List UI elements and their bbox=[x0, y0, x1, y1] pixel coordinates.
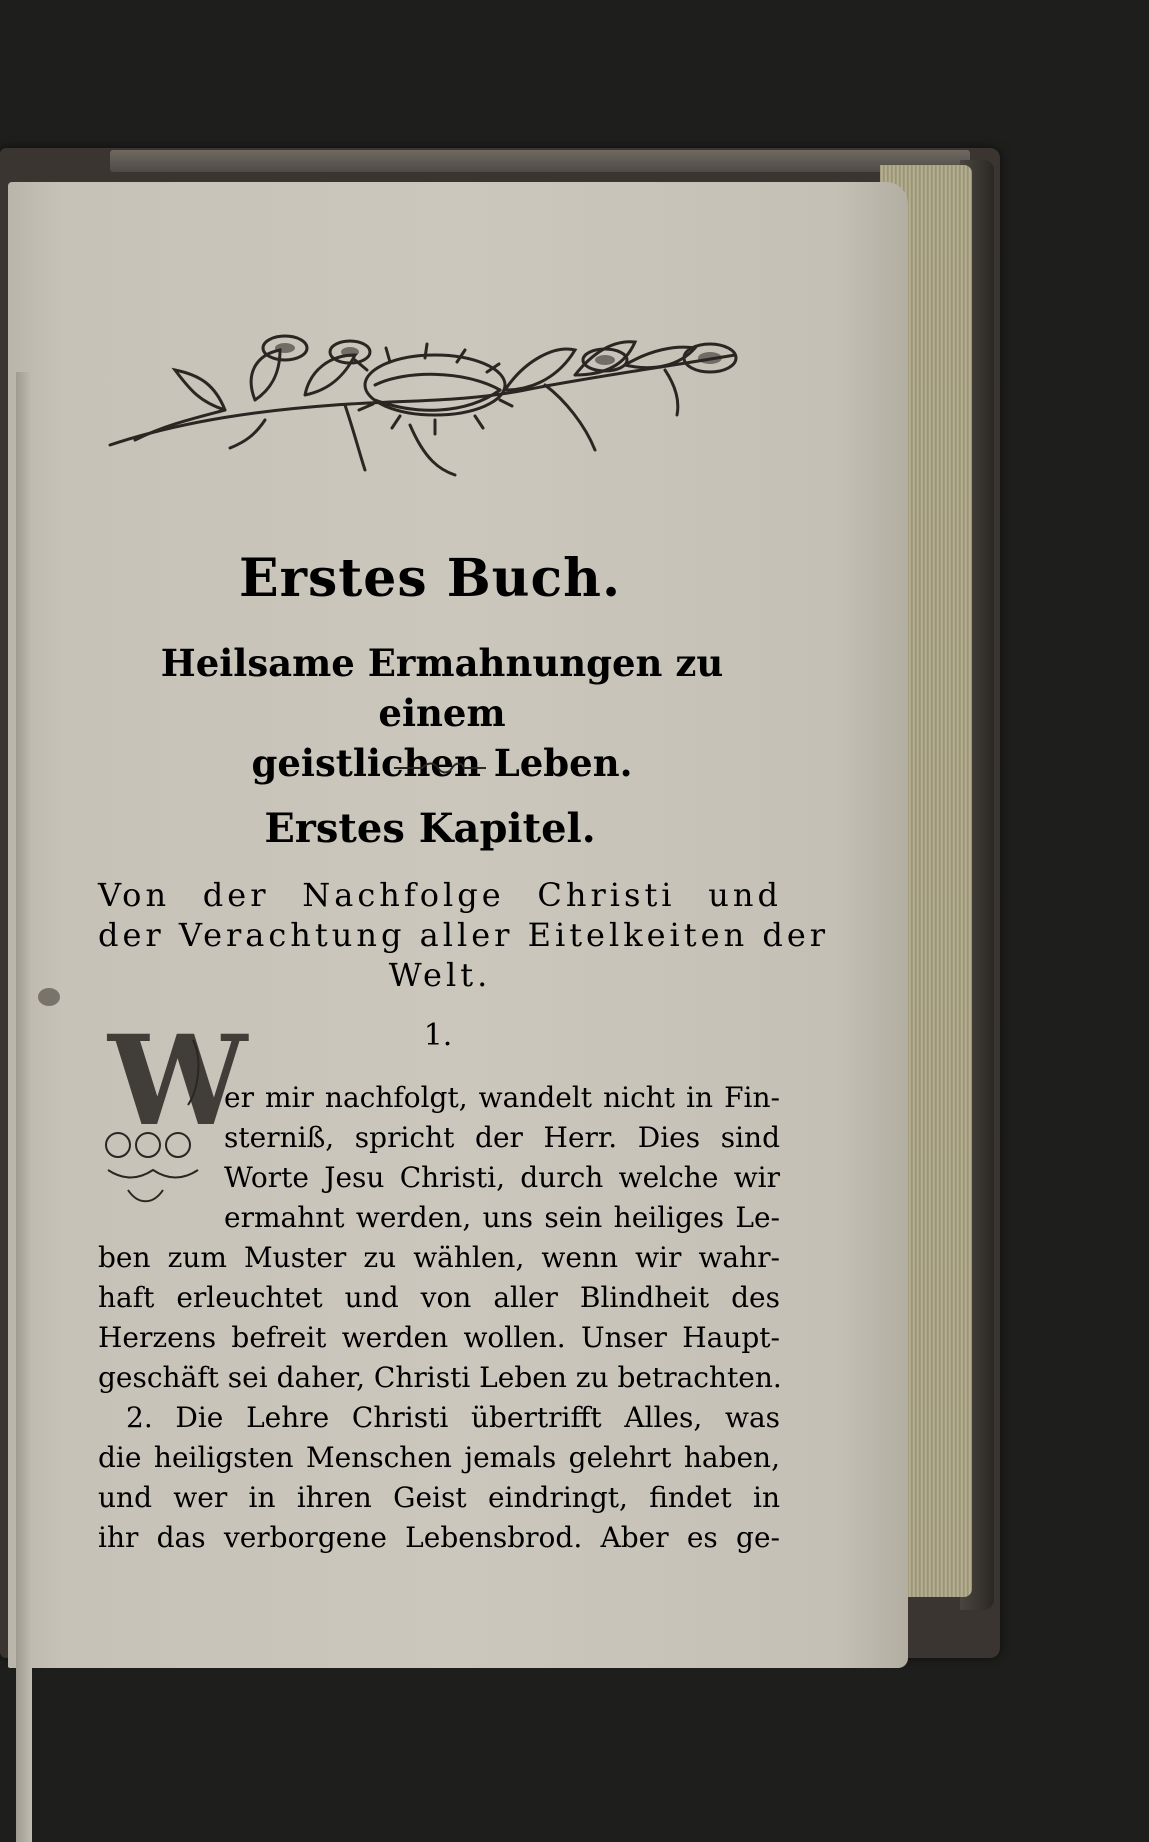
book-title: Erstes Buch. bbox=[238, 548, 622, 609]
subtitle-line: Heilsame Ermahnungen zu einem bbox=[160, 641, 724, 735]
text-line: ermahnt werden, uns sein heiliges Le- bbox=[224, 1201, 780, 1234]
text-line: er mir nachfolgt, wandelt nicht in Fin- bbox=[224, 1081, 780, 1114]
text-line: und wer in ihren Geist eindringt, findet in bbox=[98, 1481, 780, 1514]
chapter-heading-line: der Verachtung aller Eitelkeiten der bbox=[98, 916, 830, 954]
subtitle-line: geistlichen Leben. bbox=[251, 741, 633, 785]
text-line: 2. Die Lehre Christi übertrifft Alles, was bbox=[126, 1401, 780, 1434]
chapter-heading bbox=[98, 875, 830, 995]
chapter-title: Erstes Kapitel. bbox=[264, 805, 596, 852]
divider-flourish-icon bbox=[392, 758, 488, 778]
text-line: haft erleuchtet und von aller Blindheit des bbox=[98, 1281, 780, 1314]
drop-cap-letter: W bbox=[108, 1009, 248, 1154]
floral-ornament-icon bbox=[105, 330, 745, 480]
section-number: 1. bbox=[423, 1018, 453, 1053]
text-line: ben zum Muster zu wählen, wenn wir wahr- bbox=[98, 1241, 780, 1274]
text-line: Herzens befreit werden wollen. Unser Haupt- bbox=[98, 1321, 780, 1354]
text-line: die heiligsten Menschen jemals gelehrt haben, bbox=[98, 1441, 780, 1474]
text-line: Worte Jesu Christi, durch welche wir bbox=[224, 1161, 780, 1194]
page-stain bbox=[38, 988, 60, 1006]
text-line: sterniß, spricht der Herr. Dies sind bbox=[224, 1121, 780, 1154]
text-line: geschäft sei daher, Christi Leben zu betrachten. bbox=[98, 1361, 782, 1394]
book-top-edge bbox=[110, 150, 970, 172]
chapter-heading-line: Welt. bbox=[388, 956, 492, 994]
chapter-heading-line: Von der Nachfolge Christi und bbox=[98, 876, 782, 914]
text-line: ihr das verborgene Lebensbrod. Aber es ge- bbox=[98, 1521, 780, 1554]
